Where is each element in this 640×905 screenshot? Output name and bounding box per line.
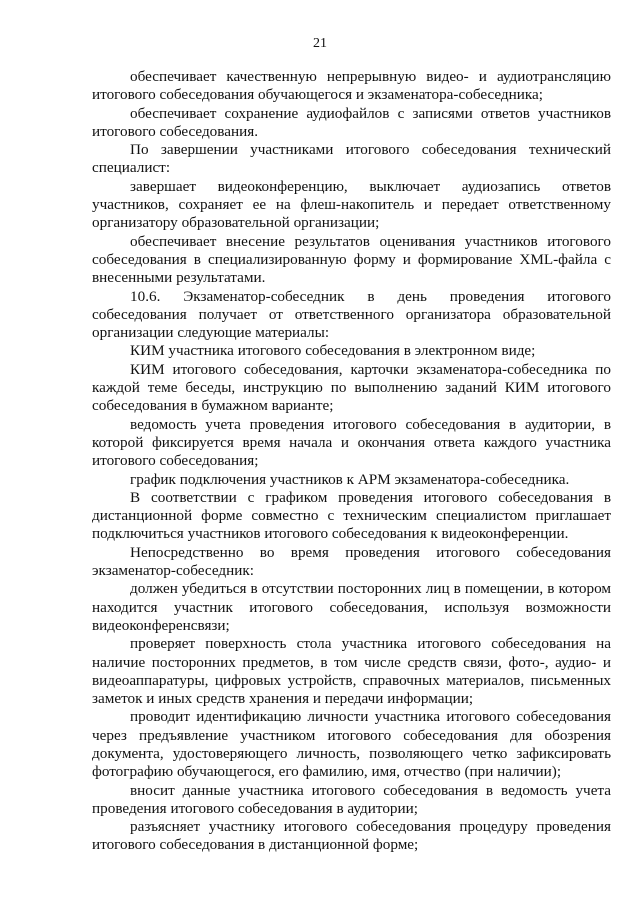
paragraph: обеспечивает внесение результатов оценивания участников итогового собеседования в специализированную форму и формирование XML-файла с внесенными результатами. — [92, 232, 611, 287]
paragraph: график подключения участников к АРМ экзаменатора-собеседника. — [130, 470, 570, 488]
paragraph: ведомость учета проведения итогового собеседования в аудитории, в которой фиксируется время начала и окончания ответа каждого участника итогового собеседования; — [92, 415, 611, 470]
paragraph: В соответствии с графиком проведения итогового собеседования в дистанционной форме совместно с техническим специалистом приглашает подключиться участников итогового собеседования к видеоконференции. — [92, 488, 611, 543]
paragraph: обеспечивает сохранение аудиофайлов с записями ответов участников итогового собеседования. — [92, 104, 611, 140]
paragraph: КИМ участника итогового собеседования в электронном виде; — [130, 342, 536, 360]
paragraph: проводит идентификацию личности участника итогового собеседования через предъявление участником итогового собеседования для обозрения документа, удостоверяющего личность, позволяющего четко зафиксировать фотографию обучающегося, его фамилию, имя, отчество (при наличии); — [92, 708, 611, 781]
paragraph: КИМ итогового собеседования, карточки экзаменатора-собеседника по каждой теме беседы, инструкцию по выполнению заданий КИМ итогового собеседования в бумажном варианте; — [92, 360, 611, 415]
paragraph: 10.6. Экзаменатор-собеседник в день проведения итогового собеседования получает от ответственного организатора образовательной организации следующие материалы: — [92, 287, 611, 342]
page-number: 21 — [313, 36, 327, 51]
paragraph: разъясняет участнику итогового собеседования процедуру проведения итогового собеседования в дистанционной форме; — [92, 818, 611, 854]
paragraph: завершает видеоконференцию, выключает аудиозапись ответов участников, сохраняет ее на флеш-накопитель и передает ответственному организатору образовательной организации; — [92, 177, 611, 232]
paragraph: По завершении участниками итогового собеседования технический специалист: — [92, 141, 611, 177]
paragraph: вносит данные участника итогового собеседования в ведомость учета проведения итогового собеседования в аудитории; — [92, 781, 611, 817]
paragraph: обеспечивает качественную непрерывную видео- и аудиотрансляцию итогового собеседования обучающегося и экзаменатора-собеседника; — [92, 68, 611, 104]
document-body — [92, 68, 611, 855]
paragraph: проверяет поверхность стола участника итогового собеседования на наличие посторонних предметов, в том числе средств связи, фото-, аудио- и видеоаппаратуры, цифровых устройств, справочных материалов, письменных заметок и иных средств хранения и передачи информации; — [92, 635, 611, 708]
paragraph: должен убедиться в отсутствии посторонних лиц в помещении, в котором находится участник итогового собеседования, используя возможности видеоконференсвязи; — [92, 580, 611, 634]
paragraph: Непосредственно во время проведения итогового собеседования экзаменатор-собеседник: — [92, 543, 611, 580]
